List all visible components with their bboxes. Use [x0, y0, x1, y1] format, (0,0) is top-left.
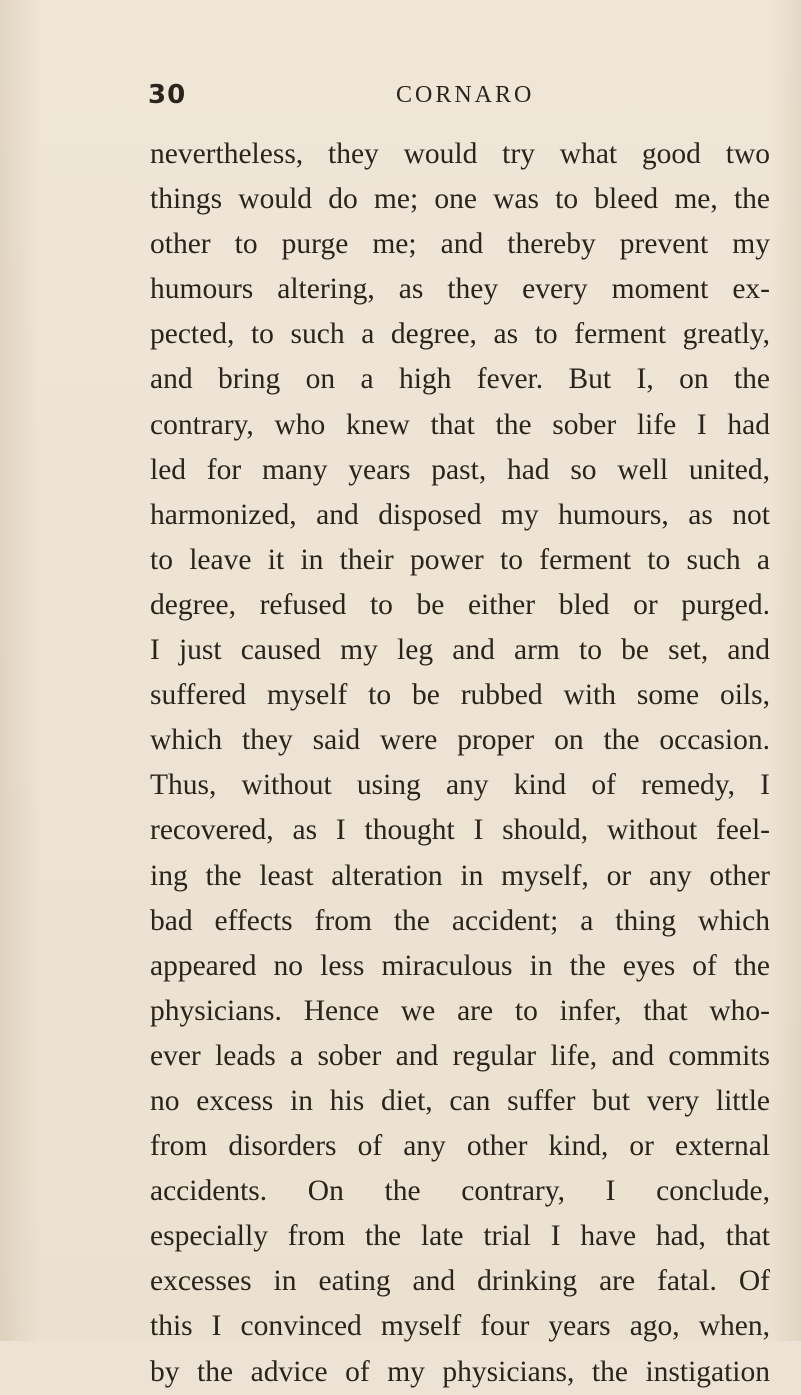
text-line: led for many years past, had so well united,: [150, 453, 770, 486]
body-text: [150, 132, 770, 1395]
text-line: and bring on a high fever. But I, on the: [150, 363, 770, 396]
text-line: especially from the late trial I have had, that: [150, 1220, 770, 1253]
text-line: no excess in his diet, can suffer but very little: [150, 1084, 770, 1117]
text-line: ing the least alteration in myself, or any other: [150, 859, 770, 892]
text-line: accidents. On the contrary, I conclude,: [150, 1175, 770, 1208]
text-line: this I convinced myself four years ago, when,: [150, 1310, 770, 1343]
text-line: Thus, without using any kind of remedy, I: [150, 769, 770, 802]
page-number: 30: [148, 80, 187, 110]
running-title: CORNARO: [396, 82, 535, 108]
text-line: appeared no less miraculous in the eyes of the: [150, 949, 770, 982]
text-line: I just caused my leg and arm to be set, and: [150, 634, 770, 667]
text-line: bad effects from the accident; a thing which: [150, 904, 770, 937]
text-line: ever leads a sober and regular life, and commits: [150, 1039, 770, 1072]
text-line: excesses in eating and drinking are fatal. Of: [150, 1265, 770, 1298]
text-line: suffered myself to be rubbed with some oils,: [150, 679, 770, 712]
text-line: nevertheless, they would try what good two: [150, 138, 770, 170]
text-line: harmonized, and disposed my humours, as not: [150, 498, 770, 531]
text-line: pected, to such a degree, as to ferment greatly,: [150, 318, 770, 351]
text-line: by the advice of my physicians, the instigation: [150, 1355, 770, 1388]
running-head: [148, 80, 768, 120]
text-line: other to purge me; and thereby prevent my: [150, 228, 770, 261]
text-line: to leave it in their power to ferment to such a: [150, 543, 770, 576]
text-line: degree, refused to be either bled or purged.: [150, 588, 770, 621]
text-line: contrary, who knew that the sober life I had: [150, 408, 770, 441]
text-line: things would do me; one was to bleed me, the: [150, 183, 770, 216]
text-line: physicians. Hence we are to infer, that who-: [150, 994, 770, 1027]
text-line: recovered, as I thought I should, without feel-: [150, 814, 770, 847]
text-line: which they said were proper on the occasion.: [150, 724, 770, 757]
text-line: from disorders of any other kind, or external: [150, 1130, 770, 1163]
text-line: humours altering, as they every moment ex-: [150, 273, 770, 306]
